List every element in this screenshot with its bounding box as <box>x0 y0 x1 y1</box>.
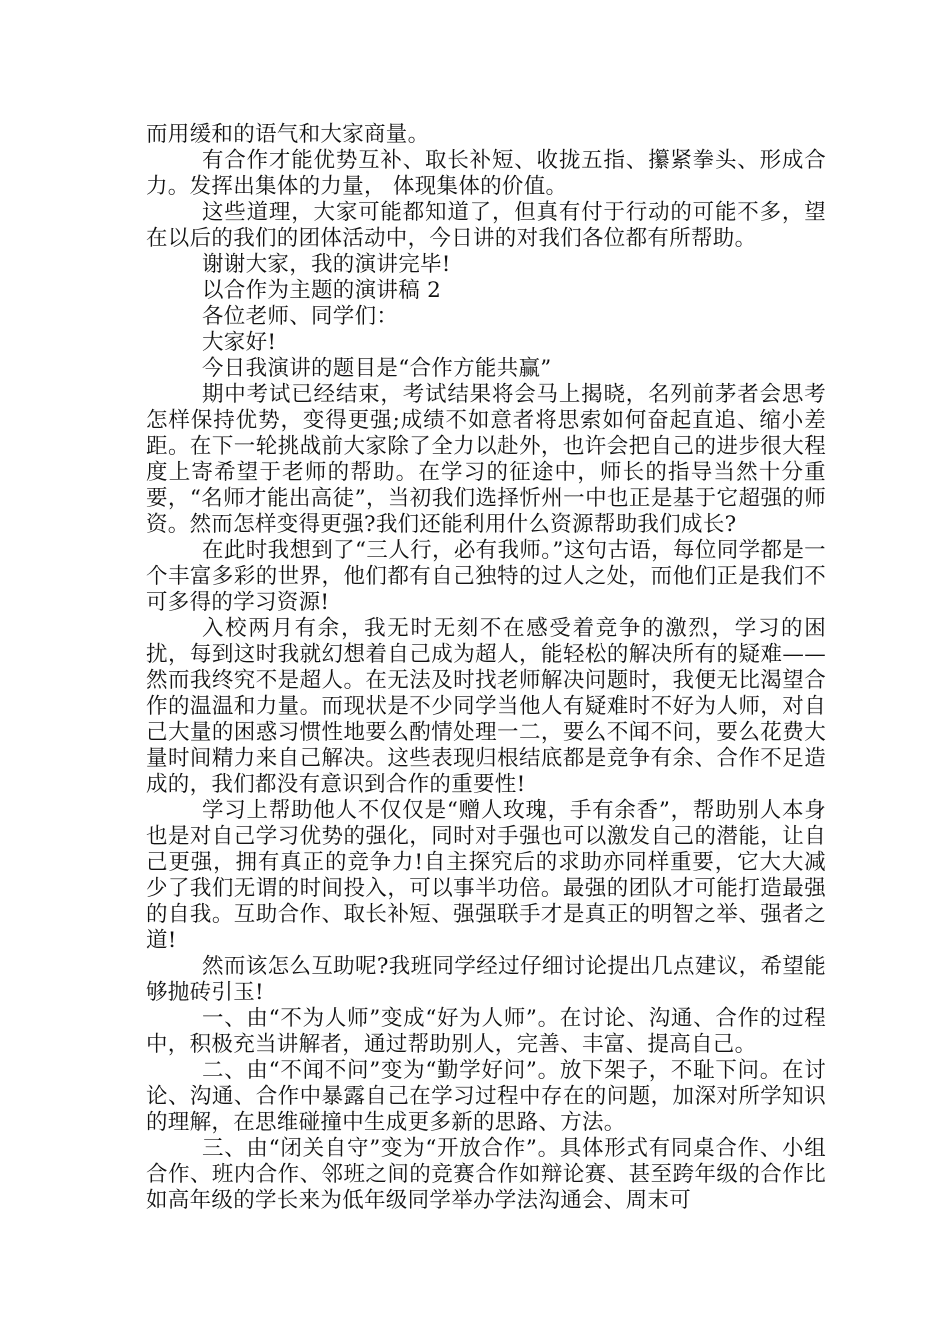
paragraph: 入校两月有余，我无时无刻不在感受着竞争的激烈，学习的困扰，每到这时我就幻想着自己成为超人，能轻松的解决所有的疑难——然而我终究不是超人。在无法及时找老师解决问题时，我便无比渴望合作的温温和力量。而现状是不少同学当他人有疑难时不好为人师，对自己大量的困惑习惯性地要么酌情处理一二，要么不闻不问，要么花费大量时间精力来自己解决。这些表现归根结底都是竞争有余、合作不足造成的，我们都没有意识到合作的重要性! <box>146 616 826 797</box>
section-title: 以合作为主题的演讲稿 2 <box>202 278 442 303</box>
paragraph: 有合作才能优势互补、取长补短、收拢五指、攥紧拳头、形成合力。发挥出集体的力量， 体现集体的价值。 <box>146 148 826 199</box>
greeting: 大家好! <box>202 330 277 355</box>
salutation: 各位老师、同学们： <box>202 304 399 329</box>
suggestion-item: 二、由“不闻不问”变为“勤学好问”。放下架子，不耻下问。在讨论、沟通、合作中暴露自己在学习过程中存在的问题，加深对所学知识的理解，在思维碰撞中生成更多新的思路、方法。 <box>146 1058 826 1135</box>
paragraph: 期中考试已经结束，考试结果将会马上揭晓，名列前茅者会思考怎样保持优势，变得更强;成绩不如意者将思索如何奋起直追、缩小差距。在下一轮挑战前大家除了全力以赴外，也许会把自己的进步很大程度上寄希望于老师的帮助。在学习的征途中，师长的指导当然十分重要，“名师才能出高徒”，当初我们选择忻州一中也正是基于它超强的师资。然而怎样变得更强?我们还能利用什么资源帮助我们成长? <box>146 382 826 537</box>
closing-line: 谢谢大家，我的演讲完毕! <box>202 252 451 277</box>
paragraph: 在此时我想到了“三人行，必有我师。”这句古语，每位同学都是一个丰富多彩的世界，他们都有自己独特的过人之处，而他们正是我们不可多得的学习资源! <box>146 538 826 615</box>
speech-topic: 今日我演讲的题目是“合作方能共赢” <box>202 356 552 381</box>
suggestion-item: 一、由“不为人师”变成“好为人师”。在讨论、沟通、合作的过程中，积极充当讲解者，通过帮助别人，完善、丰富、提高自己。 <box>146 1006 826 1057</box>
suggestion-item: 三、由“闭关自守”变为“开放合作”。具体形式有同桌合作、小组合作、班内合作、邻班之间的竞赛合作如辩论赛、甚至跨年级的合作比如高年级的学长来为低年级同学举办学法沟通会、周末可 <box>146 1136 826 1213</box>
paragraph: 学习上帮助他人不仅仅是“赠人玫瑰，手有余香”，帮助别人本身也是对自己学习优势的强化，同时对手强也可以激发自己的潜能，让自己更强，拥有真正的竞争力!自主探究后的求助亦同样重要，它大大减少了我们无谓的时间投入，可以事半功倍。最强的团队才可能打造最强的自我。互助合作、取长补短、强强联手才是真正的明智之举、强者之道! <box>146 798 826 953</box>
paragraph: 这些道理，大家可能都知道了，但真有付于行动的可能不多，望在以后的我们的团体活动中，今日讲的对我们各位都有所帮助。 <box>146 200 826 251</box>
paragraph: 然而该怎么互助呢?我班同学经过仔细讨论提出几点建议，希望能够抛砖引玉! <box>146 954 826 1005</box>
document-body <box>146 122 826 1214</box>
paragraph: 而用缓和的语气和大家商量。 <box>146 122 430 147</box>
